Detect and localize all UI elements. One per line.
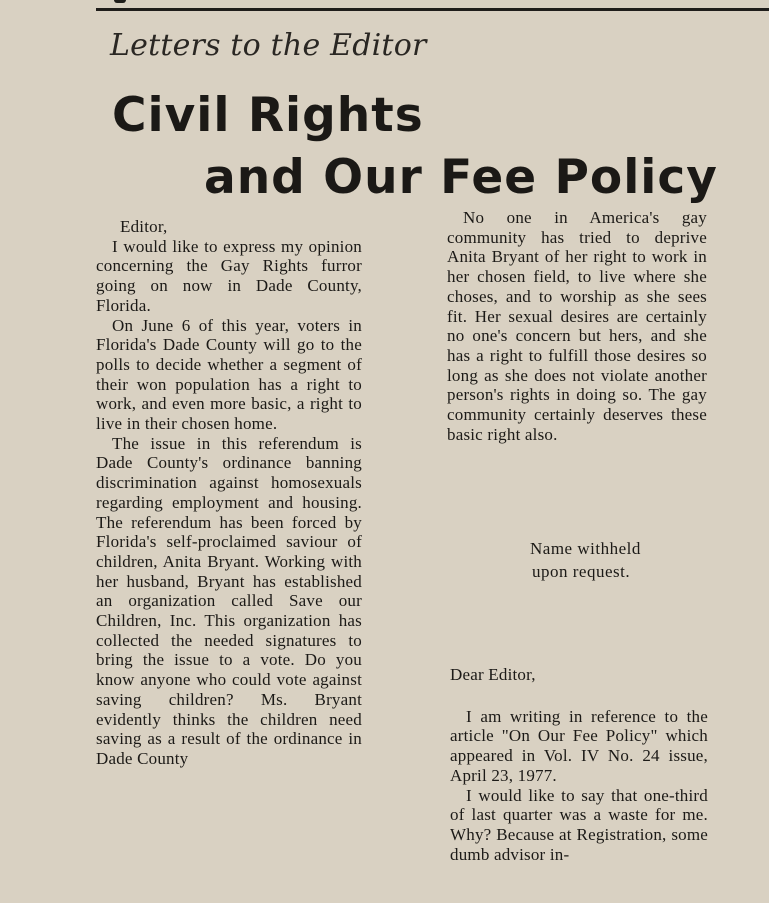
letter1-signature	[530, 537, 700, 583]
section-title: Letters to the Editor	[110, 28, 427, 63]
letter2-paragraph-1: I am writing in reference to the article "On Our Fee Policy" which appeared in Vol. IV No. 24 issue, April 23, 1977.	[450, 706, 708, 785]
letter1-paragraph-1: I would like to express my opinion concerning the Gay Rights furror going on now in Dade County, Florida.	[96, 236, 362, 315]
top-rule	[96, 0, 769, 11]
signature-line-2: upon request.	[532, 562, 631, 581]
letter2	[450, 665, 708, 864]
letter1-paragraph-2: On June 6 of this year, voters in Florida's Dade County will go to the polls to decide whether a segment of their won population has a right to work, and even more basic, a right to live in their chosen home.	[96, 315, 362, 434]
letter1-salutation: Editor,	[120, 217, 168, 236]
headline-line-1: Civil Rights	[112, 88, 424, 143]
letter2-paragraph-2: I would like to say that one-third of last quarter was a waste for me. Why? Because at Registration, some dumb advisor in-	[450, 785, 708, 864]
headline-line-2: and Our Fee Policy	[204, 150, 718, 205]
letter1-paragraph-3: The issue in this referendum is Dade County's ordinance banning discrimination against homosexuals regarding employment and housing. The referendum has been forced by Florida's self-proclaimed saviour of children, Anita Bryant. Working with her husband, Bryant has established an organization called Save our Children, Inc. This organization has collected the needed signatures to bring the issue to a vote. Do you know anyone who could vote against saving children? Ms. Bryant evidently thinks the children need saving as a result of the ordinance in Dade County	[96, 433, 362, 768]
header-fragment	[114, 0, 126, 3]
letter1-paragraph-4: No one in America's gay community has tried to deprive Anita Bryant of her right to work in her chosen field, to live where she choses, and to worship as she sees fit. Her sexual desires are certainly no one's concern but hers, and she has a right to fulfill those desires so long as she does not violate another person's rights in doing so. The gay community certainly deserves these basic right also.	[447, 208, 707, 444]
letter1-left-column	[96, 217, 362, 769]
signature-line-1: Name withheld	[530, 539, 641, 558]
letter2-salutation: Dear Editor,	[450, 665, 536, 684]
letter1-right-column	[447, 208, 707, 444]
